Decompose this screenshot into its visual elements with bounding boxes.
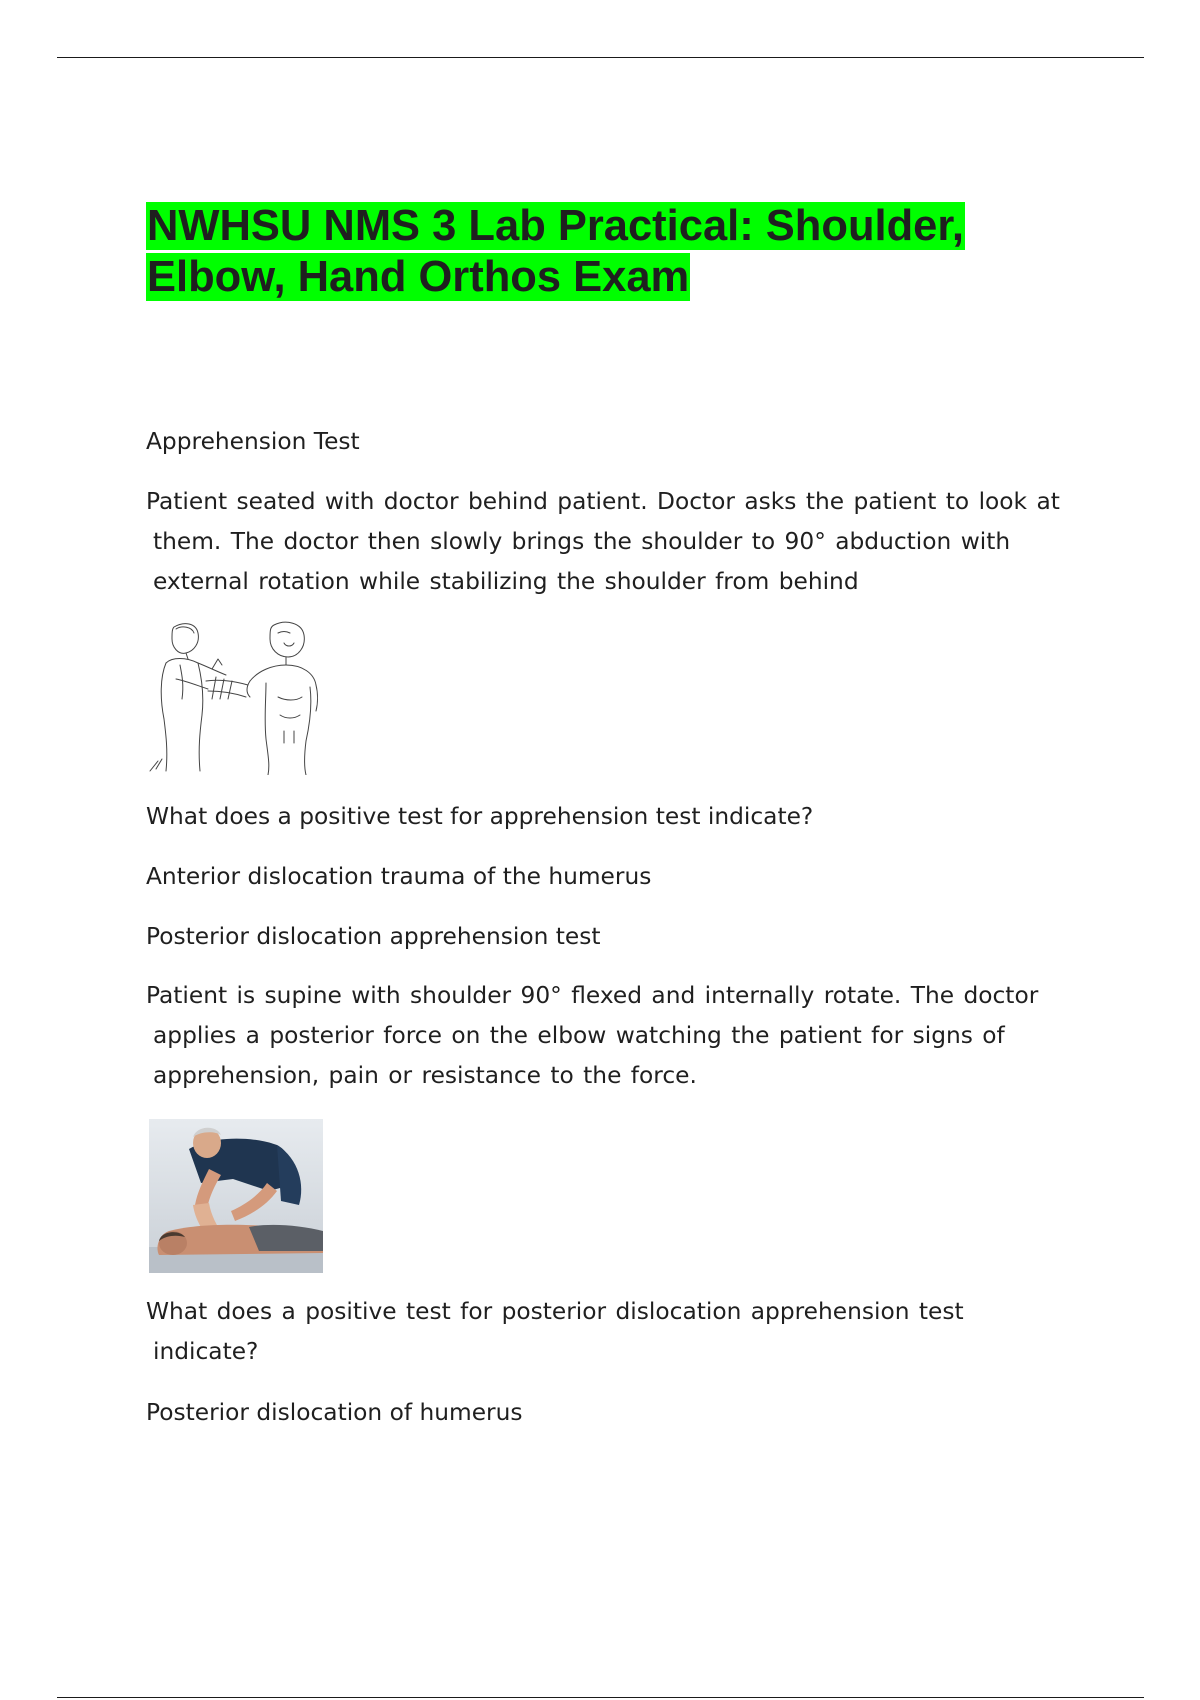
posterior-apprehension-test-photo (149, 1119, 323, 1273)
term-posterior-dislocation-apprehension-test: Posterior dislocation apprehension test (146, 923, 601, 950)
apprehension-test-illustration (146, 619, 320, 775)
definition-line: Patient is supine with shoulder 90° flexed and internally rotate. The doctor (146, 982, 1039, 1009)
definition-line: them. The doctor then slowly brings the shoulder to 90° abduction with (153, 528, 1011, 555)
definition-posterior-dislocation-apprehension-test (146, 976, 1038, 1096)
question-posterior-dislocation (146, 1292, 964, 1372)
question-line: indicate? (153, 1338, 259, 1365)
definition-line: external rotation while stabilizing the shoulder from behind (153, 568, 859, 595)
definition-line: applies a posterior force on the elbow watching the patient for signs of (153, 1022, 1005, 1049)
definition-line: apprehension, pain or resistance to the force. (153, 1062, 697, 1089)
page-title (146, 201, 1086, 303)
answer-apprehension-test: Anterior dislocation trauma of the humerus (146, 863, 652, 890)
definition-apprehension-test (146, 482, 1060, 602)
term-apprehension-test: Apprehension Test (146, 428, 360, 455)
top-rule (57, 57, 1144, 58)
question-line: What does a positive test for posterior dislocation apprehension test (146, 1298, 964, 1325)
question-apprehension-test: What does a positive test for apprehension test indicate? (146, 803, 814, 830)
answer-posterior-dislocation: Posterior dislocation of humerus (146, 1399, 523, 1426)
definition-line: Patient seated with doctor behind patient. Doctor asks the patient to look at (146, 488, 1060, 515)
title-highlight: NWHSU NMS 3 Lab Practical: Shoulder, Elbow, Hand Orthos Exam (147, 202, 964, 301)
bottom-rule (57, 1697, 1144, 1698)
